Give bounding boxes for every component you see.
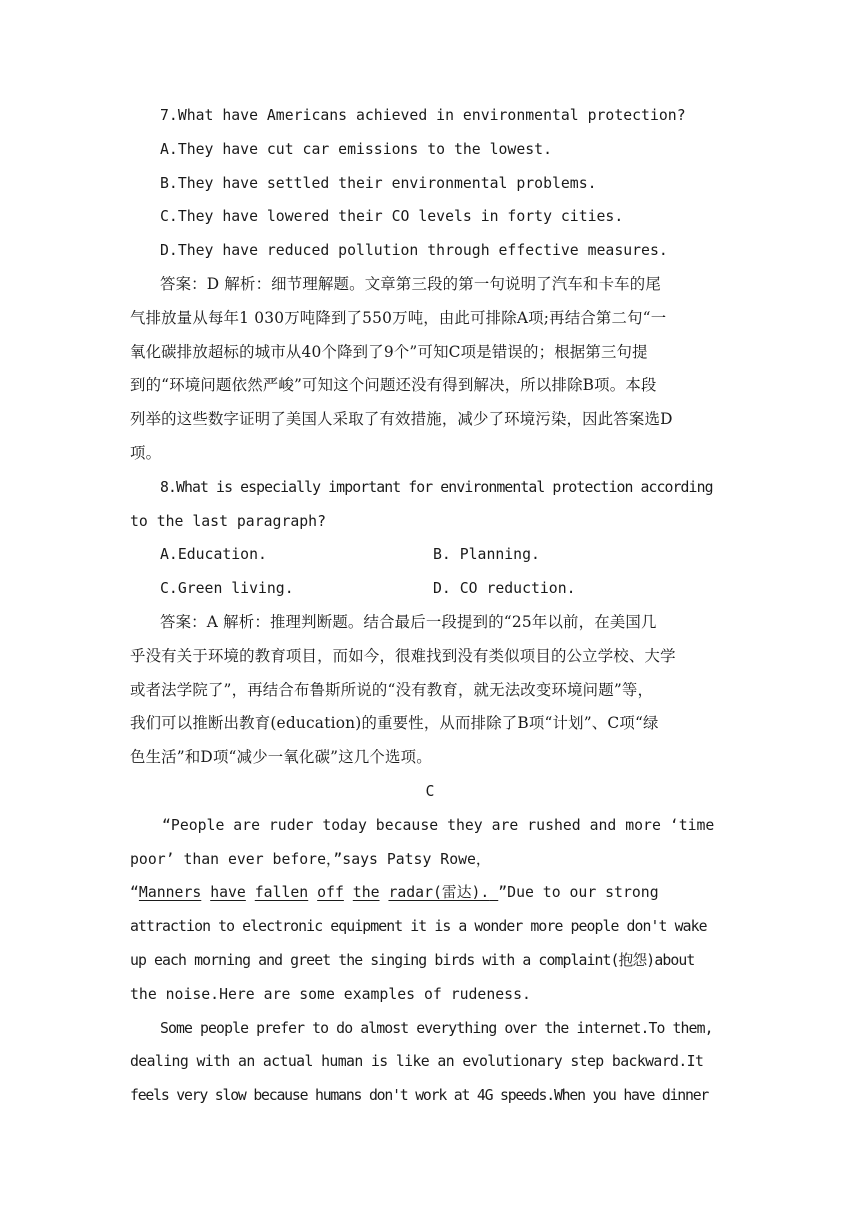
- underlined-word: off: [317, 884, 344, 902]
- q7-question: 7.What have Americans achieved in environmental protection?: [160, 107, 686, 124]
- q8-answer-line: 色生活”和D项“减少一氧化碳”这几个选项。: [130, 748, 432, 767]
- q8-options-row-1: [130, 538, 730, 572]
- passage-line-underlined: [130, 876, 730, 910]
- q8-options-row-2: [130, 572, 730, 606]
- passage-line: up each morning and greet the singing birds with a complaint(抱怨)about: [130, 951, 695, 969]
- underlined-word: the: [352, 884, 380, 902]
- document-page: [130, 99, 730, 1113]
- passage-line: “People are ruder today because they are rushed and more ‘time: [162, 816, 715, 834]
- q7-option-a: A.They have cut car emissions to the lowest.: [160, 140, 552, 158]
- q8-option-b: B. Planning.: [433, 546, 540, 564]
- q7-answer-line: 项。: [130, 443, 162, 462]
- q8-question-cont: to the last paragraph?: [130, 512, 326, 530]
- q7-option-d: D.They have reduced pollution through effective measures.: [160, 242, 668, 260]
- underline-space: [489, 884, 498, 901]
- passage-line: dealing with an actual human is like an evolutionary step backward.It: [130, 1053, 704, 1071]
- q7-answer-line: 答案：D 解析：细节理解题。文章第三段的第一句说明了汽车和卡车的尾: [160, 274, 661, 293]
- q7-answer-line: 到的“环境问题依然严峻”可知这个问题还没有得到解决，所以排除B项。本段: [130, 376, 657, 395]
- underlined-word: have: [210, 884, 246, 902]
- passage-text: ”Due to our strong: [498, 884, 659, 902]
- q8-answer-line: 答案：A 解析：推理判断题。结合最后一段提到的“25年以前，在美国几: [160, 612, 657, 631]
- passage-line: Some people prefer to do almost everything over the internet.To them,: [160, 1019, 713, 1037]
- passage-line: attraction to electronic equipment it is a wonder more people don't wake: [130, 918, 707, 936]
- underlined-word: fallen: [254, 884, 309, 902]
- q7-answer-line: 列举的这些数字证明了美国人采取了有效措施，减少了环境污染，因此答案选D: [130, 410, 673, 429]
- open-quote: “: [130, 884, 139, 902]
- q8-question: 8.What is especially important for environmental protection according: [160, 478, 713, 496]
- q8-answer-line: 我们可以推断出教育(education)的重要性，从而排除了B项“计划”、C项“绿: [130, 714, 659, 733]
- underlined-word: radar(雷达).: [388, 884, 490, 902]
- passage-line: the noise.Here are some examples of rudeness.: [130, 985, 531, 1003]
- q8-answer-line: 乎没有关于环境的教育项目，而如今，很难找到没有类似项目的公立学校、大学: [130, 646, 676, 665]
- q8-option-c: C.Green living.: [160, 580, 294, 598]
- q7-option-b: B.They have settled their environmental problems.: [160, 174, 597, 192]
- q8-option-d: D. CO reduction.: [433, 580, 576, 598]
- q8-answer-line: 或者法学院了”，再结合布鲁斯所说的“没有教育，就无法改变环境问题”等，: [130, 680, 654, 699]
- section-heading: C: [425, 782, 435, 800]
- passage-line: poor’ than ever before，”says Patsy Rowe，: [130, 850, 491, 868]
- passage-line: feels very slow because humans don't work at 4G speeds.When you have dinner: [130, 1087, 709, 1105]
- q8-option-a: A.Education.: [160, 546, 267, 564]
- q7-answer-line: 气排放量从每年1 030万吨降到了550万吨，由此可排除A项;再结合第二句“一: [130, 308, 667, 327]
- underlined-word: Manners: [138, 884, 202, 902]
- q7-option-c: C.They have lowered their CO levels in forty cities.: [160, 208, 624, 226]
- q7-answer-line: 氧化碳排放超标的城市从40个降到了9个”可知C项是错误的；根据第三句提: [130, 342, 648, 361]
